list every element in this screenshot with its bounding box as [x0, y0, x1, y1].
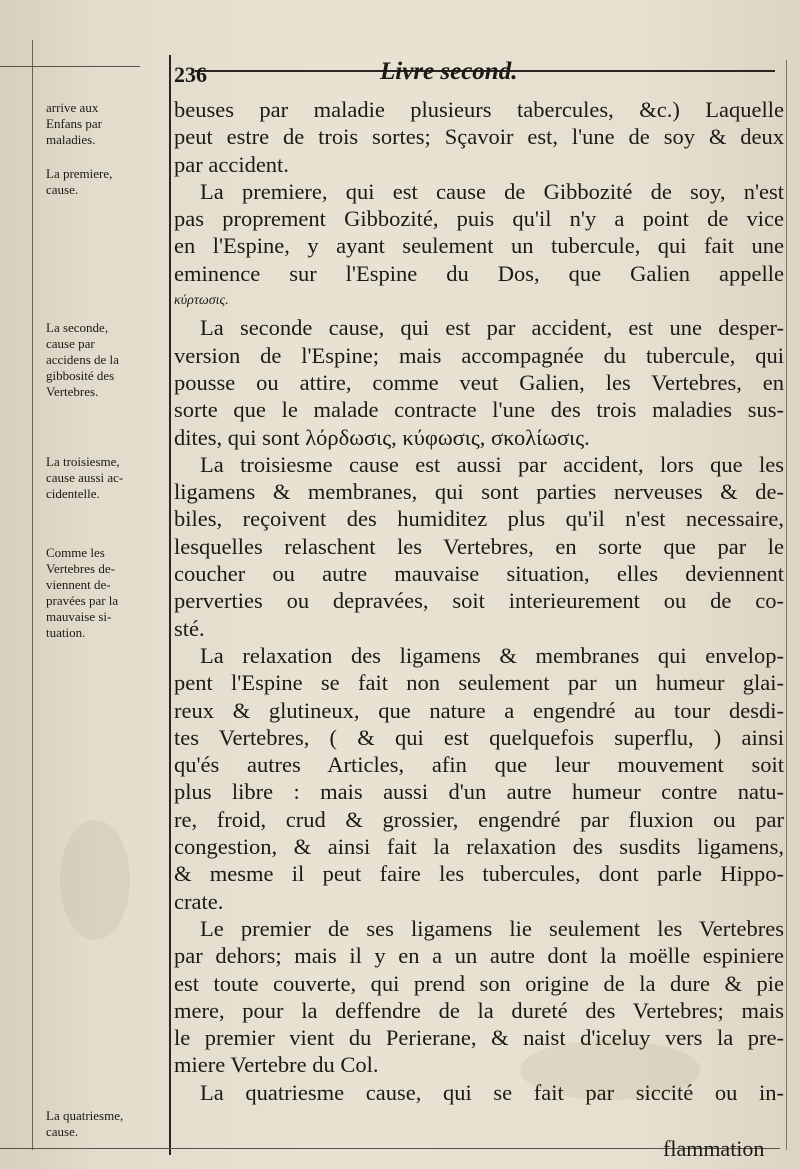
text-line: plus libre : mais aussi d'un autre humeur contre natu- [174, 779, 784, 805]
margin-note-line: cause. [46, 1124, 79, 1139]
page-number: 236 [174, 62, 207, 87]
paper-stain [60, 820, 130, 940]
text-line: est toute couverte, qui prend son origine de la dure & pie [174, 970, 784, 996]
margin-note-line: gibbosité des [46, 368, 115, 383]
outer-margin-rule [32, 40, 33, 1150]
text-line: & mesme il peut faire les tubercules, dont parle Hippo- [174, 861, 784, 887]
margin-note-vertebres-depravees [46, 545, 166, 641]
margin-note-seconde-cause [46, 320, 166, 400]
main-text-column [174, 96, 784, 1106]
text-line: La seconde cause, qui est par accident, est une desper- [200, 315, 784, 341]
margin-note-line: cidentelle. [46, 486, 100, 501]
margin-note-line: La quatriesme, [46, 1108, 124, 1123]
margin-note-line: La premiere, [46, 166, 113, 181]
margin-note-line: Comme les [46, 545, 105, 560]
margin-note-line: maladies. [46, 132, 96, 147]
margin-note-line: La seconde, [46, 320, 109, 335]
catchword: flammation [663, 1136, 765, 1161]
text-line-greek: κύρτωσις. [174, 293, 229, 309]
text-line: pent l'Espine se fait non seulement par un humeur glai- [174, 670, 784, 696]
margin-note-line: tuation. [46, 625, 86, 640]
text-line: perverties ou depravées, soit interieurement ou de co- [174, 588, 784, 614]
text-line: La premiere, qui est cause de Gibbozité de soy, n'est [200, 178, 784, 204]
margin-note-line: La troisiesme, [46, 454, 120, 469]
margin-note-line: cause aussi ac- [46, 470, 124, 485]
text-line: beuses par maladie plusieurs tabercules, &c.) Laquelle [174, 97, 784, 122]
text-line: reux & glutineux, que nature a engendré au tour desdi- [174, 697, 784, 723]
text-line: La troisiesme cause est aussi par accident, lors que les [200, 451, 784, 477]
margin-note-line: mauvaise si- [46, 609, 112, 624]
right-edge-rule [786, 60, 787, 1150]
top-fold-line [0, 66, 140, 67]
margin-note-quatriesme-cause [46, 1108, 166, 1140]
margin-note-line: Enfans par [46, 116, 102, 131]
margin-note-line: cause. [46, 182, 79, 197]
margin-note-line: cause par [46, 336, 95, 351]
text-line: par accident. [174, 151, 289, 177]
margin-note-enfans [46, 100, 166, 148]
text-line: pousse ou attire, comme veut Galien, les Vertebres, en [174, 369, 784, 395]
text-line: dites, qui sont λόρδωσις, κύφωσις, σκολίωσις. [174, 424, 590, 450]
text-line: La relaxation des ligamens & membranes qui envelop- [200, 642, 784, 668]
text-line: congestion, & ainsi fait la relaxation des susdits ligamens, [174, 834, 784, 860]
text-line: le premier vient du Perierane, & naist d'iceluy vers la pre- [174, 1025, 784, 1051]
text-line: peut estre de trois sortes; Sçavoir est, l'une de soy & deux [174, 124, 784, 150]
text-line: lesquelles relaschent les Vertebres, en sorte que par le [174, 533, 784, 559]
margin-note-line: pravées par la [46, 593, 119, 608]
page-header [170, 50, 770, 90]
text-line: sorte que le malade contracte l'une des trois maladies sus- [174, 397, 784, 423]
text-line: sté. [174, 615, 205, 641]
text-line: crate. [174, 888, 224, 914]
text-line: Le premier de ses ligamens lie seulement les Vertebres [200, 915, 784, 941]
text-line: biles, reçoivent des humiditez plus qu'il n'est necessaire, [174, 506, 784, 532]
text-line: pas proprement Gibbozité, puis qu'il n'y a point de vice [174, 206, 784, 232]
running-title: Livre second. [380, 58, 518, 85]
margin-note-line: Vertebres de- [46, 561, 115, 576]
text-line: en l'Espine, y ayant seulement un tubercule, qui fait une [174, 233, 784, 259]
margin-note-premiere-cause [46, 166, 166, 198]
text-line: re, froid, crud & grossier, engendré par fluxion ou par [174, 806, 784, 832]
margin-note-line: viennent de- [46, 577, 111, 592]
text-line: miere Vertebre du Col. [174, 1052, 379, 1078]
margin-note-line: Vertebres. [46, 384, 99, 399]
text-line: qu'és autres Articles, afin que leur mouvement soit [174, 752, 784, 778]
text-line: par dehors; mais il y en a un autre dont la moëlle espiniere [174, 943, 784, 969]
text-line: mere, pour la deffendre de la dureté des Vertebres; mais [174, 997, 784, 1023]
text-line: La quatriesme cause, qui se fait par siccité ou in- [200, 1079, 784, 1105]
margin-note-line: arrive aux [46, 100, 99, 115]
text-line: tes Vertebres, ( & qui est quelquefois superflu, ) ainsi [174, 724, 784, 750]
text-line: eminence sur l'Espine du Dos, que Galien appelle [174, 260, 784, 286]
margin-note-troisiesme-cause [46, 454, 166, 502]
text-line: ligamens & membranes, qui sont parties nerveuses & de- [174, 479, 784, 505]
margin-divider-rule [169, 55, 171, 1155]
text-line: coucher ou autre mauvaise situation, elles deviennent [174, 561, 784, 587]
text-line: version de l'Espine; mais accompagnée du tubercule, qui [174, 342, 784, 368]
margin-note-line: accidens de la [46, 352, 119, 367]
